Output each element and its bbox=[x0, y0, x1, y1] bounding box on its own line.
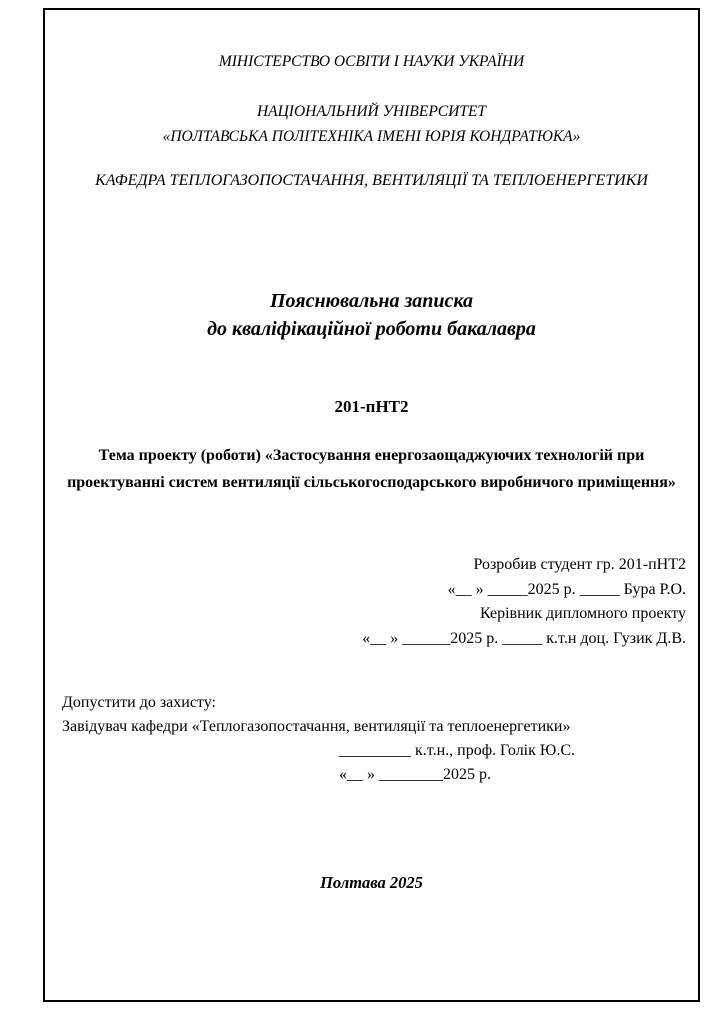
supervisor-role-line: Керівник дипломного проекту bbox=[479, 605, 686, 622]
department-line: КАФЕДРА ТЕПЛОГАЗОПОСТАЧАННЯ, ВЕНТИЛЯЦІЇ ТА ТЕПЛОЕНЕРГЕТИКИ bbox=[95, 172, 648, 189]
topic-line-2: проектуванні систем вентиляції сільськогосподарського виробничого приміщення» bbox=[67, 474, 676, 491]
city-year-line: Полтава 2025 bbox=[320, 873, 423, 892]
developer-signature-line: «__ » _____2025 р. _____ Бура Р.О. bbox=[447, 581, 686, 598]
topic-line-1: Тема проекту (роботи) «Застосування енергозаощаджуючих технологій при bbox=[98, 447, 645, 464]
approval-heading-line: Допустити до захисту: bbox=[62, 694, 216, 711]
group-code: 201-пНТ2 bbox=[334, 397, 409, 416]
developer-role-line: Розробив студент гр. 201-пНТ2 bbox=[473, 556, 686, 573]
university-name-line-1: НАЦІОНАЛЬНИЙ УНІВЕРСИТЕТ bbox=[256, 103, 487, 120]
approval-date-line: «__ » ________2025 р. bbox=[339, 766, 491, 783]
document-title-line-1: Пояснювальна записка bbox=[269, 290, 474, 312]
page-border-frame bbox=[43, 8, 700, 1002]
supervisor-signature-line: «__ » ______2025 р. _____ к.т.н доц. Гузик Д.В. bbox=[362, 630, 686, 647]
approval-signature-line: _________ к.т.н., проф. Голік Ю.С. bbox=[339, 742, 576, 759]
ministry-line: МІНІСТЕРСТВО ОСВІТИ І НАУКИ УКРАЇНИ bbox=[218, 53, 525, 70]
university-name-line-2: «ПОЛТАВСЬКА ПОЛІТЕХНІКА ІМЕНІ ЮРІЯ КОНДРАТЮКА» bbox=[162, 128, 581, 145]
approval-department-head-line: Завідувач кафедри «Теплогазопостачання, вентиляції та теплоенергетики» bbox=[62, 718, 571, 735]
document-title-line-2: до кваліфікаційної роботи бакалавра bbox=[207, 318, 536, 340]
